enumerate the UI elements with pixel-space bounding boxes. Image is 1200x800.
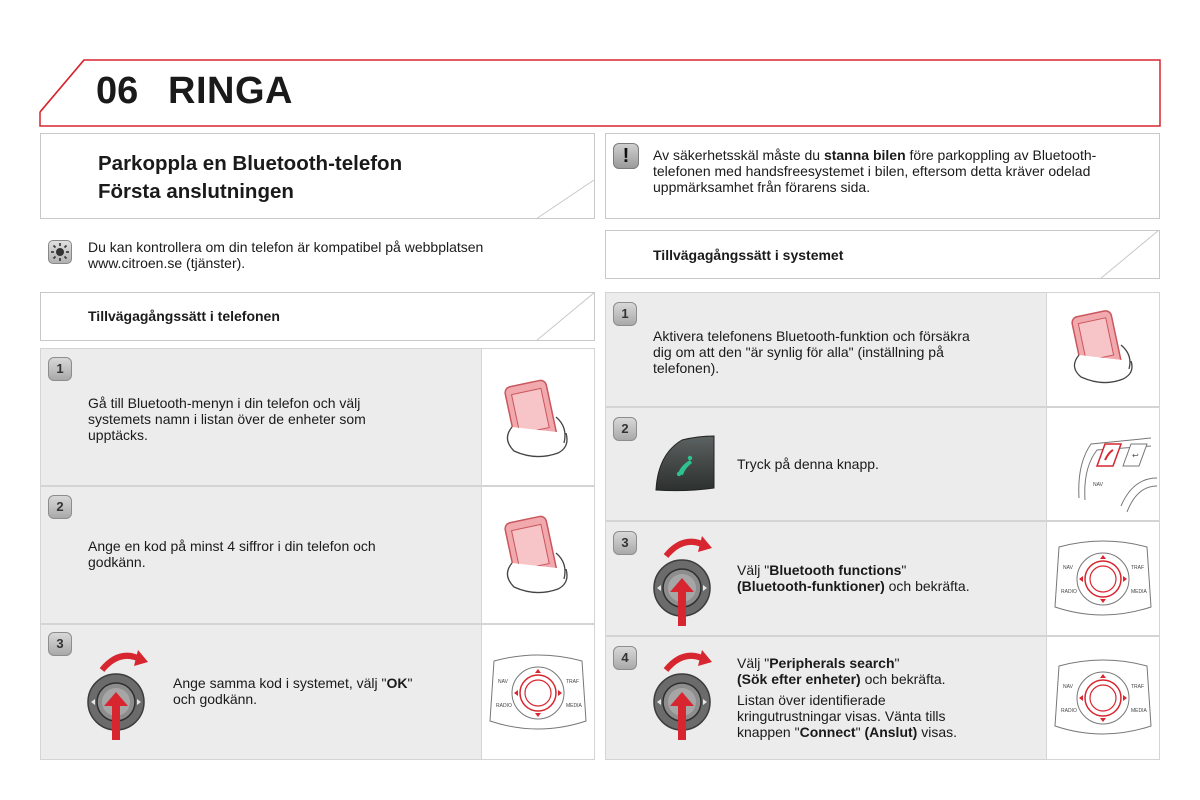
dial-label-traf: TRAF xyxy=(1131,684,1145,690)
text-line: (Sök efter enheter) och bekräfta. xyxy=(737,671,946,687)
text-line: (Bluetooth-funktioner) och bekräfta. xyxy=(737,578,970,594)
dial-label-nav: NAV xyxy=(498,679,508,685)
tip-sun-icon xyxy=(48,240,72,264)
section-title-line2: Första anslutningen xyxy=(98,180,294,203)
phone-heading-corner xyxy=(536,292,596,342)
tip-line2: www.citroen.se (tjänster). xyxy=(88,255,246,271)
tip-text xyxy=(88,239,483,271)
chapter-number: 06 xyxy=(96,70,139,112)
step-badge: 3 xyxy=(48,632,72,656)
text-line: Gå till Bluetooth-menyn i din telefon och välj xyxy=(88,395,361,411)
title-box-corner xyxy=(530,180,596,220)
system-step-1-image xyxy=(1046,293,1159,406)
step-badge: 2 xyxy=(613,417,637,441)
dial-label-traf: TRAF xyxy=(566,679,580,685)
rotary-knob-icon xyxy=(650,640,730,744)
phone-step-2-text xyxy=(88,538,376,570)
dial-label-media: MEDIA xyxy=(566,703,582,709)
text-line: knappen "Connect" (Anslut) visas. xyxy=(737,724,958,740)
system-step-2-image xyxy=(1046,408,1159,520)
phone-step-3-text xyxy=(173,675,412,707)
system-heading: Tillvägagångssätt i systemet xyxy=(653,247,844,263)
text-line: Välj "Peripherals search" xyxy=(737,655,900,671)
system-step-1-text xyxy=(653,328,970,376)
text-line: telefonen). xyxy=(653,360,720,376)
tip-line1: Du kan kontrollera om din telefon är kompatibel på webbplatsen xyxy=(88,239,484,255)
svg-text:↩: ↩ xyxy=(1132,451,1139,460)
rotary-knob-icon xyxy=(86,640,166,744)
system-step-3-text xyxy=(737,562,970,594)
text-line: upptäcks. xyxy=(88,427,148,443)
control-dial-panel-icon xyxy=(1047,522,1160,635)
exclamation-icon: ! xyxy=(613,143,639,169)
text-line: Ange samma kod i systemet, välj "OK" xyxy=(173,675,413,691)
hand-phone-icon xyxy=(482,349,595,485)
text-line: och godkänn. xyxy=(173,691,258,707)
step-badge: 1 xyxy=(48,357,72,381)
chapter-title: RINGA xyxy=(168,70,293,112)
phone-step-2-image xyxy=(481,487,594,623)
text-line: godkänn. xyxy=(88,554,146,570)
dial-label-radio: RADIO xyxy=(1061,708,1077,714)
dial-label-radio: RADIO xyxy=(496,703,512,709)
text-line: kringutrustningar visas. Vänta tills xyxy=(737,708,946,724)
dial-label-media: MEDIA xyxy=(1131,708,1147,714)
text-line: systemets namn i listan över de enheter som xyxy=(88,411,366,427)
phone-step-1-text xyxy=(88,395,366,443)
dial-label-media: MEDIA xyxy=(1131,589,1147,595)
system-step-4-text xyxy=(737,655,957,740)
phone-step-1-image xyxy=(481,349,594,485)
phone-button-icon xyxy=(652,434,718,494)
step-badge: 1 xyxy=(613,302,637,326)
text-line: dig om att den "är synlig för alla" (inställning på xyxy=(653,344,944,360)
step-badge: 3 xyxy=(613,531,637,555)
system-step-3-image xyxy=(1046,522,1159,635)
dial-label-traf: TRAF xyxy=(1131,565,1145,571)
dial-label-radio: RADIO xyxy=(1061,589,1077,595)
warning-text: Av säkerhetsskäl måste du stanna bilen före parkoppling av Bluetooth-telefonen med handsfreesystemet i bilen, eftersom detta kräver odelad uppmärksamhet från förarens sida. xyxy=(653,147,1097,195)
step-badge: 2 xyxy=(48,495,72,519)
system-step-2-text: Tryck på denna knapp. xyxy=(737,456,879,472)
system-step-4-image xyxy=(1046,637,1159,759)
control-dial-panel-icon xyxy=(1047,637,1160,759)
system-heading-corner xyxy=(1100,230,1160,280)
dial-label-nav: NAV xyxy=(1063,565,1073,571)
section-title xyxy=(98,150,402,206)
dial-label-nav: NAV xyxy=(1093,482,1103,488)
text-line: Aktivera telefonens Bluetooth-funktion och försäkra xyxy=(653,328,970,344)
hand-phone-icon xyxy=(482,487,595,623)
section-title-line1: Parkoppla en Bluetooth-telefon xyxy=(98,152,403,175)
phone-heading: Tillvägagångssätt i telefonen xyxy=(88,308,280,324)
rotary-knob-icon xyxy=(650,526,730,630)
text-line: Listan över identifierade xyxy=(737,692,886,708)
hand-phone-icon xyxy=(1047,293,1160,406)
step-badge: 4 xyxy=(613,646,637,670)
phone-step-3-image xyxy=(481,625,594,759)
text-line: Välj "Bluetooth functions" xyxy=(737,562,907,578)
control-dial-panel-icon xyxy=(482,625,595,759)
dashboard-phone-button-icon xyxy=(1047,408,1160,520)
dial-label-nav: NAV xyxy=(1063,684,1073,690)
text-line: Ange en kod på minst 4 siffror i din telefon och xyxy=(88,538,376,554)
